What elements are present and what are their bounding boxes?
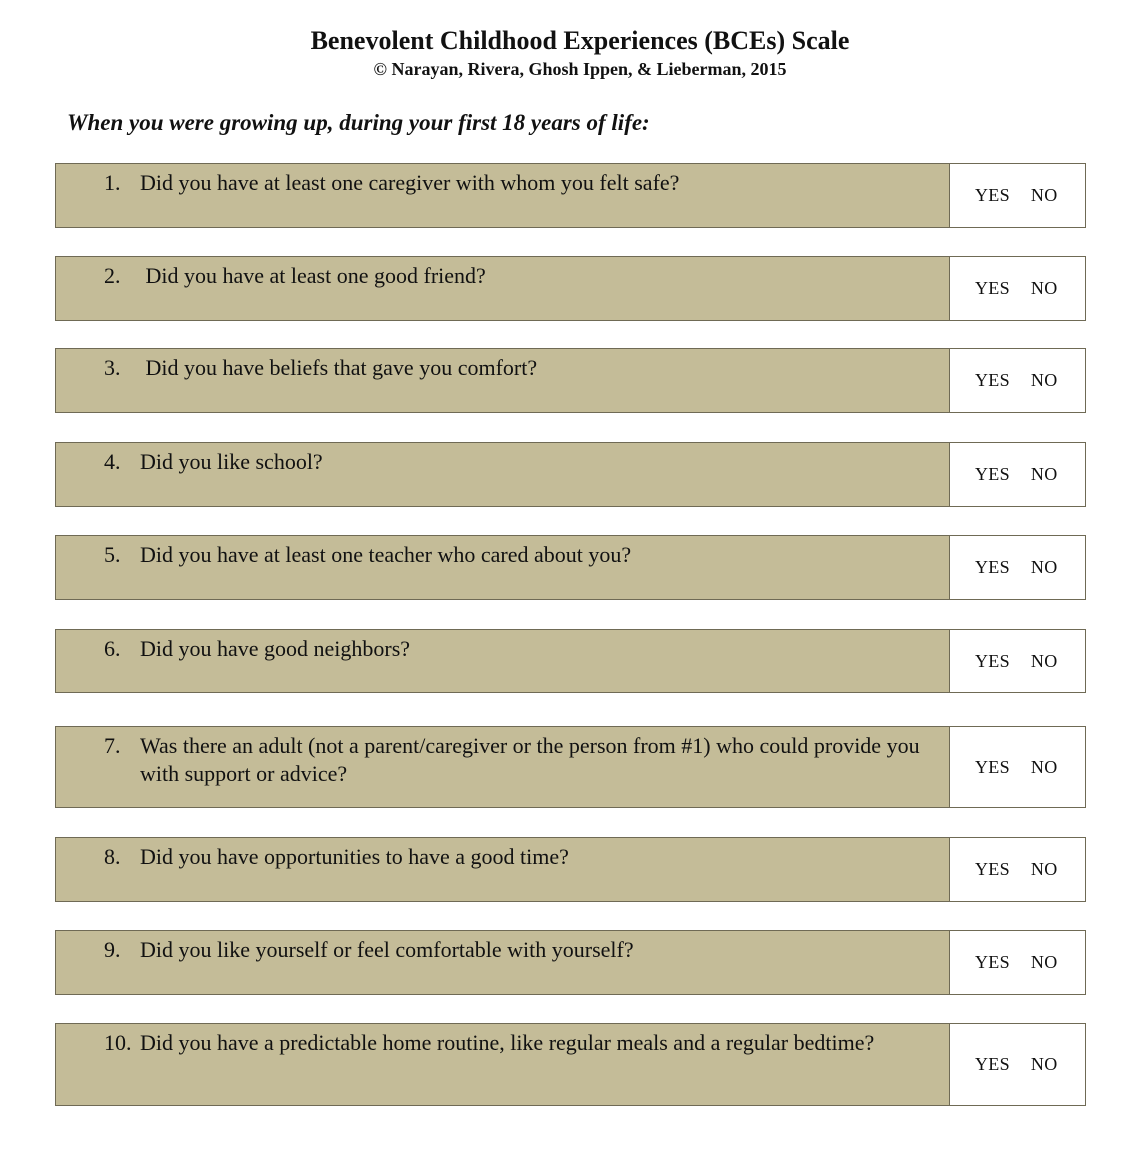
answer-cell xyxy=(949,256,1086,321)
answer-cell xyxy=(949,629,1086,693)
question-cell xyxy=(55,442,949,507)
question-cell xyxy=(55,535,949,600)
question-number: 1. xyxy=(104,170,121,195)
question-row-4 xyxy=(55,442,1086,507)
answer-cell xyxy=(949,163,1086,228)
yes-option[interactable]: YES xyxy=(975,557,1010,577)
question-number: 2. xyxy=(104,263,121,288)
no-option[interactable]: NO xyxy=(1030,370,1058,390)
yes-option[interactable]: YES xyxy=(975,1054,1010,1074)
question-cell xyxy=(55,1023,949,1106)
question-row-6 xyxy=(55,629,1086,693)
question-text: Did you have at least one teacher who cared about you? xyxy=(140,542,632,567)
no-option[interactable]: NO xyxy=(1030,650,1058,671)
yes-option[interactable]: YES xyxy=(975,859,1010,879)
question-row-10 xyxy=(55,1023,1086,1106)
yes-option[interactable]: YES xyxy=(975,185,1010,205)
question-row-2 xyxy=(55,256,1086,321)
no-option[interactable]: NO xyxy=(1030,557,1058,577)
question-number: 8. xyxy=(104,844,121,869)
no-option[interactable]: NO xyxy=(1030,1054,1058,1074)
yes-option[interactable]: YES xyxy=(975,464,1010,484)
no-option[interactable]: NO xyxy=(1030,464,1058,484)
question-number: 10. xyxy=(104,1030,132,1055)
question-cell xyxy=(55,163,949,228)
question-cell xyxy=(55,256,949,321)
answer-cell xyxy=(949,348,1086,413)
yes-option[interactable]: YES xyxy=(975,278,1010,298)
question-cell xyxy=(55,837,949,902)
no-option[interactable]: NO xyxy=(1030,859,1058,879)
question-text: Did you have a predictable home routine, like regular meals and a regular bedtime? xyxy=(140,1030,875,1055)
question-text: Did you have good neighbors? xyxy=(140,636,411,661)
question-row-5 xyxy=(55,535,1086,600)
no-option[interactable]: NO xyxy=(1030,952,1058,972)
no-option[interactable]: NO xyxy=(1030,756,1058,777)
yes-option[interactable]: YES xyxy=(975,650,1010,671)
copyright-line: © Narayan, Rivera, Ghosh Ippen, & Lieberman, 2015 xyxy=(373,59,787,79)
question-row-3 xyxy=(55,348,1086,413)
question-text: Did you like school? xyxy=(140,449,323,474)
question-text: Did you have at least one caregiver with whom you felt safe? xyxy=(140,170,680,195)
question-number: 9. xyxy=(104,937,121,962)
question-number: 5. xyxy=(104,542,121,567)
answer-cell xyxy=(949,930,1086,995)
question-row-8 xyxy=(55,837,1086,902)
answer-cell xyxy=(949,1023,1086,1106)
question-row-9 xyxy=(55,930,1086,995)
question-cell xyxy=(55,930,949,995)
question-text: Was there an adult (not a parent/caregiver or the person from #1) who could provide you with support or advice? xyxy=(140,733,920,786)
no-option[interactable]: NO xyxy=(1030,278,1058,298)
yes-option[interactable]: YES xyxy=(975,952,1010,972)
answer-cell xyxy=(949,442,1086,507)
question-number: 6. xyxy=(104,636,121,661)
question-cell xyxy=(55,348,949,413)
question-number: 3. xyxy=(104,355,121,380)
question-cell xyxy=(55,629,949,693)
question-text: Did you have beliefs that gave you comfort? xyxy=(140,355,538,380)
instruction-text: When you were growing up, during your first 18 years of life: xyxy=(67,110,650,135)
yes-option[interactable]: YES xyxy=(975,756,1010,777)
yes-option[interactable]: YES xyxy=(975,370,1010,390)
document-title: Benevolent Childhood Experiences (BCEs) Scale xyxy=(310,26,850,55)
answer-cell xyxy=(949,535,1086,600)
question-number: 7. xyxy=(104,733,121,758)
question-number: 4. xyxy=(104,449,121,474)
question-text: Did you like yourself or feel comfortable with yourself? xyxy=(140,937,634,962)
question-text: Did you have at least one good friend? xyxy=(140,263,486,288)
question-text: Did you have opportunities to have a good time? xyxy=(140,844,569,869)
answer-cell xyxy=(949,837,1086,902)
question-cell xyxy=(55,726,949,808)
question-row-1 xyxy=(55,163,1086,228)
question-row-7 xyxy=(55,726,1086,808)
answer-cell xyxy=(949,726,1086,808)
no-option[interactable]: NO xyxy=(1030,185,1058,205)
